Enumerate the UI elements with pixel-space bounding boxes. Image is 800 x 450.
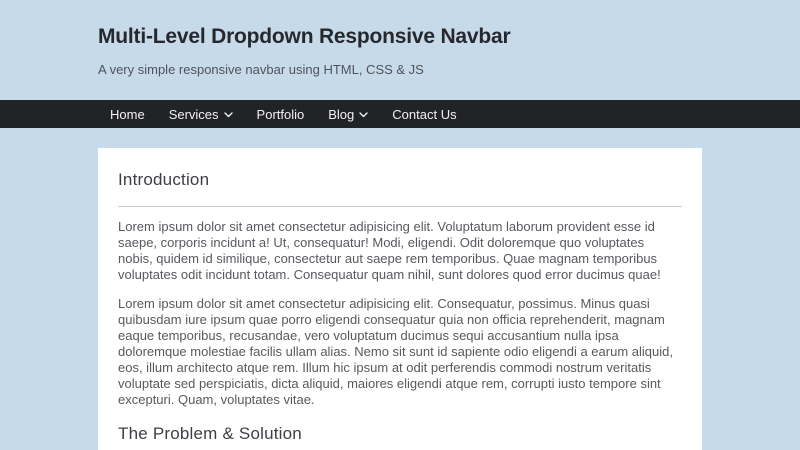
- section-heading-introduction: Introduction: [118, 170, 210, 189]
- nav-item-services[interactable]: [157, 100, 245, 128]
- intro-paragraph-1: Lorem ipsum dolor sit amet consectetur adipisicing elit. Voluptatum laborum provident esse id saepe, corporis incidunt a! Ut, consequatur! Modi, eligendi. Odit doloremque quo voluptates nobis, quidem id similique, consectetur aut saepe rem temporibus. Quae magnam temporibus voluptates odit incidunt totam. Consequatur quam nihil, sunt dolores quod error ducimus quae!: [118, 219, 661, 282]
- chevron-down-icon: [224, 112, 233, 118]
- navbar: [0, 100, 800, 128]
- nav-item-label: Blog: [328, 106, 355, 122]
- site-header: [0, 0, 800, 77]
- main-content: [98, 148, 702, 450]
- nav-item-label: Services: [168, 106, 219, 122]
- section-heading-problem-solution: The Problem & Solution: [118, 424, 302, 443]
- nav-item-portfolio[interactable]: [245, 100, 317, 128]
- divider: [118, 206, 682, 207]
- content-card: [98, 148, 702, 450]
- page-subtitle: A very simple responsive navbar using HTML, CSS & JS: [98, 62, 424, 77]
- page-title: Multi-Level Dropdown Responsive Navbar: [98, 25, 511, 48]
- nav-list: [98, 100, 702, 128]
- nav-item-label: Contact Us: [392, 106, 457, 122]
- nav-item-label: Home: [110, 106, 145, 122]
- nav-item-label: Portfolio: [256, 106, 305, 122]
- nav-item-contact-us[interactable]: [380, 100, 468, 128]
- nav-item-home[interactable]: [98, 100, 157, 128]
- intro-paragraph-2: Lorem ipsum dolor sit amet consectetur adipisicing elit. Consequatur, possimus. Minus quasi quibusdam iure ipsum quae porro eligendi consequatur quia non officia reprehenderit, magnam eaque temporibus, recusandae, vero voluptatum ducimus sequi accusantium nulla ipsa doloremque molestiae facilis ullam alias. Nemo sit sunt id sapiente odio eligendi a earum aliquid, eos, illum architecto atque rem. Illum hic ipsum at odit perferendis commodi nostrum veritatis voluptate sed perspiciatis, dicta aliquid, maiores eligendi atque rem, corrupti iusto tempore sint excepturi. Quam, voluptates vitae.: [118, 296, 673, 407]
- nav-item-blog[interactable]: [316, 100, 380, 128]
- chevron-down-icon: [359, 112, 368, 118]
